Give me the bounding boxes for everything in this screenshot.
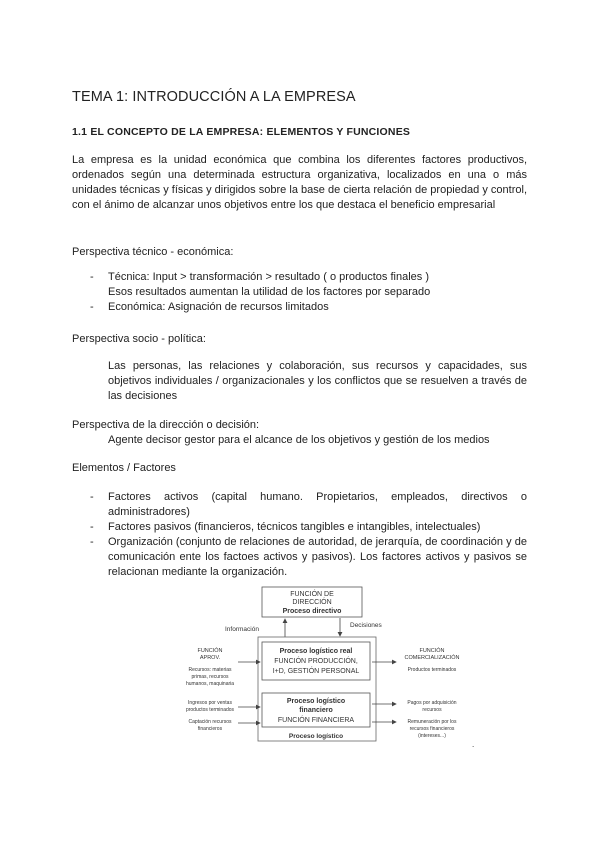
remuneracion-text-3: (intereses...) — [418, 733, 446, 739]
list-dash: - — [90, 521, 94, 533]
perspective-socio-text: Las personas, las relaciones y colaboración, sus recursos y capacidades, sus objetivos individuales / organizacionales y los conflictos que se resuelven a través de las decisiones — [108, 360, 527, 402]
captacion-text-2: financieros — [197, 726, 223, 732]
comercial-text-1: FUNCIÓN — [419, 648, 445, 654]
list-item-text: Técnica: Input > transformación > resultado ( o productos finales ) — [108, 271, 429, 283]
elementos-label: Elementos / Factores — [72, 462, 176, 474]
decisiones-label: Decisiones — [350, 622, 382, 629]
logistico-text-1: Proceso logístico real — [279, 648, 353, 655]
list-item-text: Factores pasivos (financieros, técnicos tangibles e intangibles, intelectuales) — [108, 521, 481, 533]
financiero-text-3: FUNCIÓN FINANCIERA — [277, 717, 355, 724]
list-item — [72, 520, 527, 535]
direccion-text-2: DIRECCIÓN — [292, 599, 332, 606]
pagos-text-1: Pagos por adquisición — [407, 700, 457, 706]
page-title: TEMA 1: INTRODUCCIÓN A LA EMPRESA — [72, 89, 356, 105]
list-item — [72, 535, 527, 580]
list-item-text: Económica: Asignación de recursos limitados — [108, 301, 329, 313]
list-dash: - — [90, 271, 94, 283]
list-item — [72, 270, 527, 300]
elementos-list — [72, 490, 527, 580]
perspective-direccion-label: Perspectiva de la dirección o decisión: — [72, 419, 260, 431]
ingresos-text-2: productos terminados — [185, 707, 235, 713]
perspective-tecnico-label: Perspectiva técnico - económica: — [72, 246, 234, 258]
remuneracion-text-2: recursos financieros — [409, 726, 455, 732]
list-item — [72, 490, 527, 520]
list-item-text: Factores activos (capital humano. Propietarios, empleados, directivos o administradores) — [108, 491, 527, 518]
direccion-text-1: FUNCIÓN DE — [290, 591, 334, 598]
list-dash: - — [90, 491, 94, 503]
comercial-text-2: COMERCIALIZACIÓN — [404, 655, 460, 661]
financiero-text-2: financiero — [299, 707, 333, 714]
recursos-text-1: Recursos: materias — [188, 667, 232, 673]
informacion-label: Información — [225, 626, 259, 633]
list-item-text: Organización (conjunto de relaciones de autoridad, de jerarquía, de coordinación y de comunicación ente los factoes activos y pasivos). Los factores activos y pasivos se relacionan mediante la organización. — [108, 536, 527, 578]
productos-text: Productos terminados — [407, 667, 457, 673]
perspective-socio-label: Perspectiva socio - política: — [72, 333, 206, 345]
captacion-text-1: Captación recursos — [188, 719, 232, 725]
list-dash: - — [90, 536, 94, 548]
intro-paragraph: La empresa es la unidad económica que combina los diferentes factores productivos, ordenados según una determinada estructura organizativa, localizados en una o más unidades técnicas y físicas y dirigidos sobre la base de cierta relación de propiedad y control, con el ánimo de alcanzar unos objetivos entre los que destaca el beneficio empresarial — [72, 154, 527, 211]
direccion-text-3: Proceso directivo — [282, 608, 342, 615]
list-item — [72, 300, 527, 315]
perspective-direccion-text: Agente decisor gestor para el alcance de los objetivos y gestión de los medios — [108, 434, 490, 446]
aprov-text-1: FUNCIÓN — [197, 648, 223, 654]
aprov-text-2: APROV. — [199, 655, 221, 661]
logistico-text-2: FUNCIÓN PRODUCCIÓN, — [274, 658, 358, 665]
list-dash: - — [90, 301, 94, 313]
pagos-text-2: recursos — [422, 707, 442, 713]
perspective-tecnico-list — [72, 270, 527, 315]
remuneracion-text-1: Remuneración por los — [407, 719, 457, 725]
list-item-text: Esos resultados aumentan la utilidad de los factores por separado — [108, 286, 431, 298]
section-title: 1.1 EL CONCEPTO DE LA EMPRESA: ELEMENTOS Y FUNCIONES — [72, 126, 411, 138]
logistico-text-3: I+D, GESTIÓN PERSONAL — [272, 668, 360, 675]
recursos-text-3: humanos, maquinaria — [185, 681, 235, 687]
trailing-mark: . — [472, 740, 475, 749]
financiero-text-1: Proceso logístico — [286, 698, 346, 705]
ingresos-text-1: Ingresos por ventas — [188, 700, 232, 706]
proceso-logistico-label: Proceso logístico — [288, 733, 344, 740]
empresa-functions-diagram — [170, 585, 480, 745]
recursos-text-2: primas, recursos — [191, 674, 229, 680]
